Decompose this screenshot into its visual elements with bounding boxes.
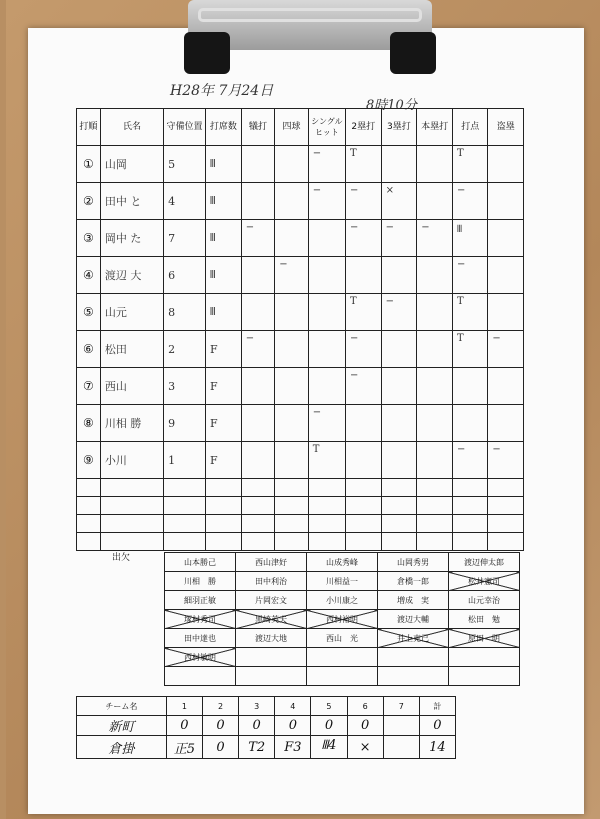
inning-score: 正5 xyxy=(166,736,202,759)
lineup-cell-rbi: − xyxy=(452,442,487,479)
roster-player: 渡辺大輔 xyxy=(378,610,449,629)
lineup-cell-sb xyxy=(488,183,524,220)
roster-player: 西村敏明 xyxy=(165,648,236,667)
lineup-cell-double: T xyxy=(345,146,381,183)
lineup-cell-single: − xyxy=(308,183,345,220)
roster-player: 川相 勝 xyxy=(165,572,236,591)
lineup-cell-bb: − xyxy=(275,257,309,294)
lineup-cell-pa: F xyxy=(205,331,241,368)
lineup-blank-cell xyxy=(345,479,381,497)
lineup-cell-pa: 𝍫 xyxy=(205,146,241,183)
scoreboard-header: 5 xyxy=(311,697,347,716)
lineup-cell-order: ⑧ xyxy=(77,405,101,442)
lineup-cell-single xyxy=(308,257,345,294)
lineup-col-header: 本塁打 xyxy=(417,109,453,146)
lineup-blank-cell xyxy=(308,515,345,533)
lineup-cell-pos: 4 xyxy=(164,183,206,220)
lineup-blank-cell xyxy=(275,515,309,533)
roster-player: 渡辺伸太郎 xyxy=(449,553,520,572)
lineup-cell-double xyxy=(345,442,381,479)
lineup-blank-cell xyxy=(488,497,524,515)
inning-score: 𝍫4 xyxy=(311,736,347,759)
roster-player xyxy=(378,648,449,667)
lineup-cell-name: 松田 xyxy=(100,331,163,368)
scoreboard-header: 計 xyxy=(419,697,455,716)
lineup-cell-single xyxy=(308,294,345,331)
lineup-col-header: 守備位置 xyxy=(164,109,206,146)
lineup-cell-name: 山岡 xyxy=(100,146,163,183)
lineup-blank-cell xyxy=(381,497,417,515)
lineup-row xyxy=(77,442,524,479)
roster-player: 片岡宏文 xyxy=(236,591,307,610)
lineup-cell-pos: 2 xyxy=(164,331,206,368)
roster-player: 山元幸治 xyxy=(449,591,520,610)
lineup-col-header: 打点 xyxy=(452,109,487,146)
roster-player: 田中利治 xyxy=(236,572,307,591)
lineup-cell-sb xyxy=(488,257,524,294)
roster-player xyxy=(307,648,378,667)
lineup-cell-pos: 7 xyxy=(164,220,206,257)
roster-row xyxy=(165,572,520,591)
lineup-blank-cell xyxy=(381,515,417,533)
lineup-cell-pa: F xyxy=(205,368,241,405)
inning-score: T2 xyxy=(239,736,275,759)
lineup-cell-rbi: 𝍫 xyxy=(452,220,487,257)
lineup-blank-row xyxy=(77,479,524,497)
roster-blank-cell xyxy=(236,667,307,686)
lineup-blank-cell xyxy=(308,533,345,551)
lineup-cell-rbi: T xyxy=(452,331,487,368)
lineup-cell-bb xyxy=(275,405,309,442)
date-field: H28年 7月24日 xyxy=(170,83,274,99)
lineup-blank-cell xyxy=(164,479,206,497)
lineup-blank-cell xyxy=(381,533,417,551)
lineup-cell-hr xyxy=(417,331,453,368)
lineup-blank-cell xyxy=(417,515,453,533)
lineup-blank-cell xyxy=(345,533,381,551)
lineup-cell-order: ② xyxy=(77,183,101,220)
lineup-cell-hr xyxy=(417,183,453,220)
scoreboard xyxy=(76,696,456,759)
lineup-cell-pos: 8 xyxy=(164,294,206,331)
lineup-cell-name: 田中 と xyxy=(100,183,163,220)
roster-player: 倉橋一郎 xyxy=(378,572,449,591)
lineup-row xyxy=(77,368,524,405)
lineup-blank-row xyxy=(77,497,524,515)
lineup-blank-cell xyxy=(381,479,417,497)
lineup-col-header: 盗塁 xyxy=(488,109,524,146)
scoreboard-header: 3 xyxy=(239,697,275,716)
lineup-cell-name: 山元 xyxy=(100,294,163,331)
lineup-cell-triple xyxy=(381,331,417,368)
roster-player: 山本勝己 xyxy=(165,553,236,572)
lineup-cell-name: 西山 xyxy=(100,368,163,405)
lineup-blank-cell xyxy=(308,479,345,497)
lineup-blank-cell xyxy=(241,533,275,551)
lineup-cell-bb xyxy=(275,368,309,405)
lineup-blank-cell xyxy=(452,515,487,533)
scoreboard-header: チーム名 xyxy=(77,697,167,716)
lineup-cell-triple xyxy=(381,146,417,183)
lineup-blank-cell xyxy=(417,497,453,515)
lineup-cell-double: − xyxy=(345,331,381,368)
lineup-cell-sac xyxy=(241,146,275,183)
inning-score: 0 xyxy=(347,716,383,736)
lineup-row xyxy=(77,183,524,220)
roster-player: 山岡秀男 xyxy=(378,553,449,572)
lineup-cell-bb xyxy=(275,331,309,368)
lineup-body xyxy=(77,146,524,551)
lineup-cell-rbi: − xyxy=(452,183,487,220)
lineup-cell-hr xyxy=(417,294,453,331)
roster-row xyxy=(165,591,520,610)
lineup-blank-cell xyxy=(417,533,453,551)
lineup-blank-cell xyxy=(452,497,487,515)
lineup-cell-double xyxy=(345,405,381,442)
lineup-cell-sac: − xyxy=(241,220,275,257)
lineup-cell-single: − xyxy=(308,405,345,442)
lineup-cell-rbi: − xyxy=(452,257,487,294)
scoreboard-header: 7 xyxy=(383,697,419,716)
lineup-blank-cell xyxy=(241,479,275,497)
lineup-cell-sac xyxy=(241,405,275,442)
lineup-cell-double xyxy=(345,257,381,294)
inning-score: 0 xyxy=(166,716,202,736)
roster-blank-cell xyxy=(165,667,236,686)
lineup-cell-rbi xyxy=(452,405,487,442)
lineup-cell-rbi: T xyxy=(452,146,487,183)
lineup-cell-pa: 𝍫 xyxy=(205,183,241,220)
roster-player: 田中達也 xyxy=(165,629,236,648)
lineup-cell-sac xyxy=(241,257,275,294)
lineup-cell-hr xyxy=(417,257,453,294)
lineup-blank-cell xyxy=(100,533,163,551)
lineup-cell-triple xyxy=(381,257,417,294)
team-total: 0 xyxy=(419,716,455,736)
lineup-table xyxy=(76,108,524,551)
lineup-col-header: 打席数 xyxy=(205,109,241,146)
attendance-label: 出欠 xyxy=(112,553,131,563)
team-name: 新町 xyxy=(77,716,167,736)
inning-score xyxy=(383,716,419,736)
lineup-header-row xyxy=(77,109,524,146)
lineup-cell-order: ⑨ xyxy=(77,442,101,479)
lineup-cell-hr: − xyxy=(417,220,453,257)
roster-player: 山成秀峰 xyxy=(307,553,378,572)
inning-score xyxy=(383,736,419,759)
lineup-cell-order: ③ xyxy=(77,220,101,257)
roster-player xyxy=(449,648,520,667)
lineup-blank-cell xyxy=(275,497,309,515)
lineup-cell-pa: 𝍫 xyxy=(205,294,241,331)
lineup-row xyxy=(77,257,524,294)
lineup-cell-hr xyxy=(417,146,453,183)
lineup-cell-sb xyxy=(488,220,524,257)
attendance-roster xyxy=(164,552,520,686)
inning-score: 0 xyxy=(202,736,238,759)
roster-row xyxy=(165,667,520,686)
lineup-blank-cell xyxy=(100,497,163,515)
time-field: 8時10分 xyxy=(366,98,417,113)
inning-score: × xyxy=(347,736,383,759)
lineup-cell-bb xyxy=(275,146,309,183)
lineup-cell-double: T xyxy=(345,294,381,331)
lineup-cell-single xyxy=(308,331,345,368)
lineup-cell-pa: 𝍫 xyxy=(205,220,241,257)
lineup-row xyxy=(77,331,524,368)
lineup-blank-cell xyxy=(345,497,381,515)
inning-score: 0 xyxy=(275,716,311,736)
clip-right-foot xyxy=(390,32,436,74)
roster-player: 小川康之 xyxy=(307,591,378,610)
lineup-cell-pa: F xyxy=(205,442,241,479)
scoreboard-header: 2 xyxy=(202,697,238,716)
lineup-blank-cell xyxy=(77,479,101,497)
lineup-cell-single: − xyxy=(308,146,345,183)
lineup-blank-cell xyxy=(452,479,487,497)
roster-player: 原田 明 xyxy=(449,629,520,648)
roster-player xyxy=(236,648,307,667)
lineup-cell-triple xyxy=(381,405,417,442)
scoreboard-header: 6 xyxy=(347,697,383,716)
lineup-blank-cell xyxy=(205,479,241,497)
lineup-blank-cell xyxy=(488,515,524,533)
lineup-blank-cell xyxy=(275,479,309,497)
roster-player: 井上克己 xyxy=(378,629,449,648)
clip-left-foot xyxy=(184,32,230,74)
lineup-cell-triple xyxy=(381,442,417,479)
lineup-cell-single: T xyxy=(308,442,345,479)
inning-score: 0 xyxy=(311,716,347,736)
lineup-cell-triple xyxy=(381,368,417,405)
lineup-cell-name: 渡辺 大 xyxy=(100,257,163,294)
lineup-blank-cell xyxy=(205,497,241,515)
inning-score: 0 xyxy=(202,716,238,736)
roster-player: 増成 実 xyxy=(378,591,449,610)
lineup-cell-single xyxy=(308,220,345,257)
lineup-blank-cell xyxy=(77,533,101,551)
lineup-blank-cell xyxy=(275,533,309,551)
scoreboard-team-row xyxy=(77,716,456,736)
roster-player: 黒崎英夫 xyxy=(236,610,307,629)
lineup-cell-order: ⑦ xyxy=(77,368,101,405)
lineup-blank-cell xyxy=(345,515,381,533)
scoreboard-team-row xyxy=(77,736,456,759)
lineup-blank-cell xyxy=(488,533,524,551)
roster-blank-cell xyxy=(449,667,520,686)
lineup-cell-name: 小川 xyxy=(100,442,163,479)
inning-score: F3 xyxy=(275,736,311,759)
roster-player: 川相益一 xyxy=(307,572,378,591)
lineup-blank-cell xyxy=(205,515,241,533)
lineup-blank-cell xyxy=(205,533,241,551)
lineup-col-header: 四球 xyxy=(275,109,309,146)
lineup-cell-triple: × xyxy=(381,183,417,220)
lineup-cell-sac: − xyxy=(241,331,275,368)
lineup-col-header: 氏名 xyxy=(100,109,163,146)
scoreboard-header-row xyxy=(77,697,456,716)
roster-blank-cell xyxy=(307,667,378,686)
lineup-cell-sac xyxy=(241,183,275,220)
lineup-row xyxy=(77,146,524,183)
lineup-col-header: 犠打 xyxy=(241,109,275,146)
lineup-blank-row xyxy=(77,515,524,533)
lineup-cell-pos: 1 xyxy=(164,442,206,479)
lineup-cell-sb: − xyxy=(488,331,524,368)
lineup-cell-sb xyxy=(488,294,524,331)
lineup-blank-cell xyxy=(77,497,101,515)
team-total: 14 xyxy=(419,736,455,759)
roster-row xyxy=(165,629,520,648)
score-sheet xyxy=(28,28,584,814)
lineup-cell-pos: 5 xyxy=(164,146,206,183)
lineup-cell-order: ① xyxy=(77,146,101,183)
lineup-cell-hr xyxy=(417,368,453,405)
lineup-cell-sb xyxy=(488,405,524,442)
lineup-cell-pos: 3 xyxy=(164,368,206,405)
roster-player: 松田 勉 xyxy=(449,610,520,629)
lineup-blank-cell xyxy=(100,479,163,497)
scoreboard-header: 4 xyxy=(275,697,311,716)
lineup-cell-bb xyxy=(275,183,309,220)
lineup-cell-name: 川相 勝 xyxy=(100,405,163,442)
lineup-blank-cell xyxy=(241,497,275,515)
lineup-cell-pa: 𝍫 xyxy=(205,257,241,294)
lineup-cell-pa: F xyxy=(205,405,241,442)
lineup-cell-rbi: T xyxy=(452,294,487,331)
roster-row xyxy=(165,610,520,629)
lineup-cell-name: 岡中 た xyxy=(100,220,163,257)
lineup-cell-double: − xyxy=(345,220,381,257)
lineup-blank-cell xyxy=(417,479,453,497)
lineup-blank-cell xyxy=(164,497,206,515)
lineup-cell-sb xyxy=(488,368,524,405)
lineup-cell-order: ⑥ xyxy=(77,331,101,368)
lineup-row xyxy=(77,405,524,442)
lineup-blank-cell xyxy=(164,533,206,551)
lineup-cell-rbi xyxy=(452,368,487,405)
lineup-cell-single xyxy=(308,368,345,405)
lineup-blank-row xyxy=(77,533,524,551)
lineup-cell-pos: 9 xyxy=(164,405,206,442)
roster-blank-cell xyxy=(378,667,449,686)
roster-player: 西山津好 xyxy=(236,553,307,572)
lineup-blank-cell xyxy=(77,515,101,533)
roster-row xyxy=(165,648,520,667)
lineup-cell-order: ④ xyxy=(77,257,101,294)
lineup-cell-order: ⑤ xyxy=(77,294,101,331)
lineup-cell-triple: − xyxy=(381,294,417,331)
lineup-cell-sac xyxy=(241,442,275,479)
lineup-blank-cell xyxy=(164,515,206,533)
lineup-cell-bb xyxy=(275,220,309,257)
lineup-cell-bb xyxy=(275,442,309,479)
lineup-cell-sac xyxy=(241,294,275,331)
lineup-cell-hr xyxy=(417,442,453,479)
lineup-cell-bb xyxy=(275,294,309,331)
lineup-col-header: 3塁打 xyxy=(381,109,417,146)
clip-wire xyxy=(198,8,422,22)
lineup-cell-sb: − xyxy=(488,442,524,479)
lineup-cell-double: − xyxy=(345,183,381,220)
roster-player: 渡辺大地 xyxy=(236,629,307,648)
lineup-cell-sac xyxy=(241,368,275,405)
lineup-blank-cell xyxy=(452,533,487,551)
scoreboard-header: 1 xyxy=(166,697,202,716)
lineup-row xyxy=(77,294,524,331)
lineup-blank-cell xyxy=(100,515,163,533)
roster-player: 西山 光 xyxy=(307,629,378,648)
lineup-blank-cell xyxy=(488,479,524,497)
lineup-cell-sb xyxy=(488,146,524,183)
roster-row xyxy=(165,553,520,572)
lineup-col-header: シングルヒット xyxy=(308,109,345,146)
lineup-cell-hr xyxy=(417,405,453,442)
inning-score: 0 xyxy=(239,716,275,736)
lineup-blank-cell xyxy=(308,497,345,515)
roster-player: 塚村秀司 xyxy=(165,610,236,629)
lineup-row xyxy=(77,220,524,257)
lineup-cell-triple: − xyxy=(381,220,417,257)
roster-player: 松井憲司 xyxy=(449,572,520,591)
roster-player: 細羽正敏 xyxy=(165,591,236,610)
team-name: 倉掛 xyxy=(77,736,167,759)
lineup-cell-pos: 6 xyxy=(164,257,206,294)
roster-player: 西村裕明 xyxy=(307,610,378,629)
lineup-col-header: 2塁打 xyxy=(345,109,381,146)
lineup-cell-double: − xyxy=(345,368,381,405)
lineup-blank-cell xyxy=(241,515,275,533)
lineup-col-header: 打順 xyxy=(77,109,101,146)
